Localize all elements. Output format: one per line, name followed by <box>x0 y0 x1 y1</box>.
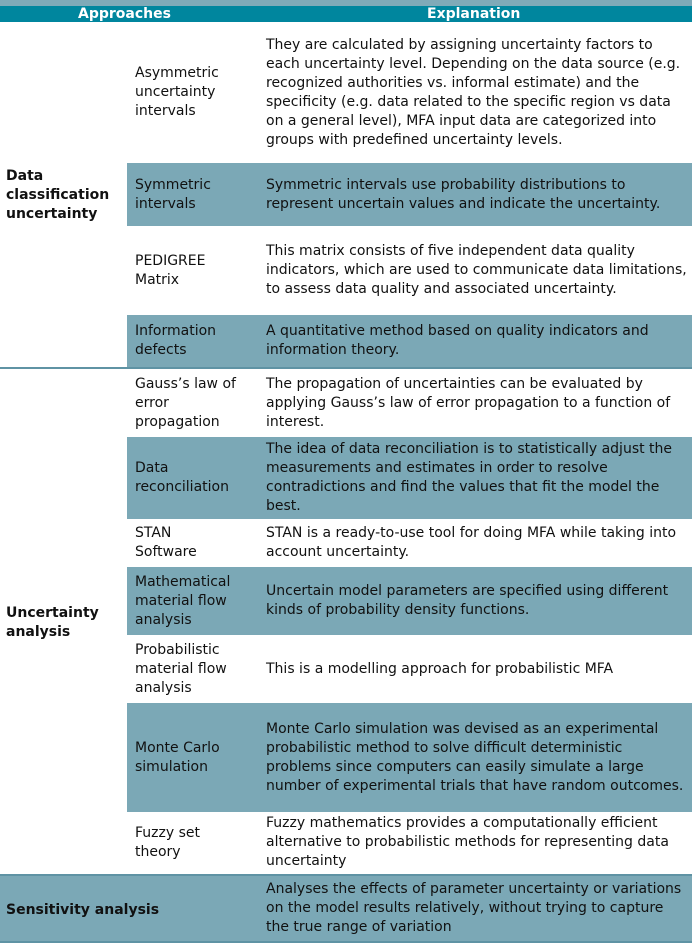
table-row <box>127 567 692 635</box>
table-row <box>127 369 692 437</box>
approach-cell: Mathematical material flow analysis <box>135 573 231 628</box>
explanation-cell: Symmetric intervals use probability distributions to represent uncertain values and indicate the uncertainty. <box>266 176 661 212</box>
table-row <box>127 812 692 873</box>
explanation-cell: The idea of data reconciliation is to statistically adjust the measurements and estimates in order to resolve contradictions and find the values that fit the model the best. <box>266 441 673 514</box>
explanation-cell: The propagation of uncertainties can be evaluated by applying Gauss’s law of error propagation to a function of interest. <box>266 375 671 430</box>
table-row <box>127 163 692 226</box>
explanation-cell: Fuzzy mathematics provides a computationally efficient alternative to probabilistic methods for representing data uncertainty <box>266 815 669 869</box>
approach-cell: Data reconciliation <box>135 460 229 495</box>
group-label-uncertainty-analysis: Uncertainty analysis <box>6 605 99 640</box>
table-row <box>127 703 692 812</box>
table-row <box>127 22 692 163</box>
approach-cell: Monte Carlo simulation <box>135 739 220 775</box>
approach-cell: Fuzzy set theory <box>135 824 200 860</box>
table-row <box>127 635 692 703</box>
group-label-data-classification: Data classification uncertainty <box>6 168 110 222</box>
approach-cell: PEDIGREE Matrix <box>135 252 206 288</box>
explanation-cell: Monte Carlo simulation was devised as an experimental probabilistic method to solve difficult deterministic problems since computers can easily simulate a large number of experimental trials that have random outcomes. <box>266 720 684 794</box>
header-approaches: Approaches <box>78 6 171 22</box>
approach-cell: Gauss’s law of error propagation <box>135 375 236 430</box>
table-header <box>0 6 692 22</box>
explanation-cell: This is a modelling approach for probabilistic MFA <box>266 660 614 677</box>
explanation-cell: Analyses the effects of parameter uncertainty or variations on the model results relatively, without trying to capture the true range of variation <box>266 881 682 935</box>
table-row <box>127 315 692 367</box>
table-row <box>127 519 692 567</box>
explanation-cell: This matrix consists of five independent data quality indicators, which are used to communicate data limitations, to assess data quality and associated uncertainty. <box>266 243 687 297</box>
table-row <box>127 226 692 315</box>
header-explanation: Explanation <box>427 6 521 22</box>
explanation-cell: A quantitative method based on quality indicators and information theory. <box>266 323 649 358</box>
explanation-cell: STAN is a ready-to-use tool for doing MFA while taking into account uncertainty. <box>266 525 677 560</box>
approach-cell: Symmetric intervals <box>135 176 211 212</box>
approach-cell: STAN Software <box>135 525 197 560</box>
explanation-cell: They are calculated by assigning uncertainty factors to each uncertainty level. Depending on the data source (e.g. recognized authorities vs. informal estimate) and the specificity (e.g. data related to the specific region vs data on a general level), MFA input data are categorized into groups with predefined uncertainty levels. <box>266 36 681 148</box>
approach-cell: Probabilistic material flow analysis <box>135 641 227 696</box>
table-row <box>127 437 692 519</box>
approach-cell: Information defects <box>135 323 217 358</box>
table-row-sensitivity <box>0 876 692 941</box>
explanation-cell: Uncertain model parameters are specified using different kinds of probability density functions. <box>266 583 669 618</box>
approach-cell: Asymmetric uncertainty intervals <box>135 65 219 119</box>
group-label-sensitivity: Sensitivity analysis <box>6 902 160 918</box>
